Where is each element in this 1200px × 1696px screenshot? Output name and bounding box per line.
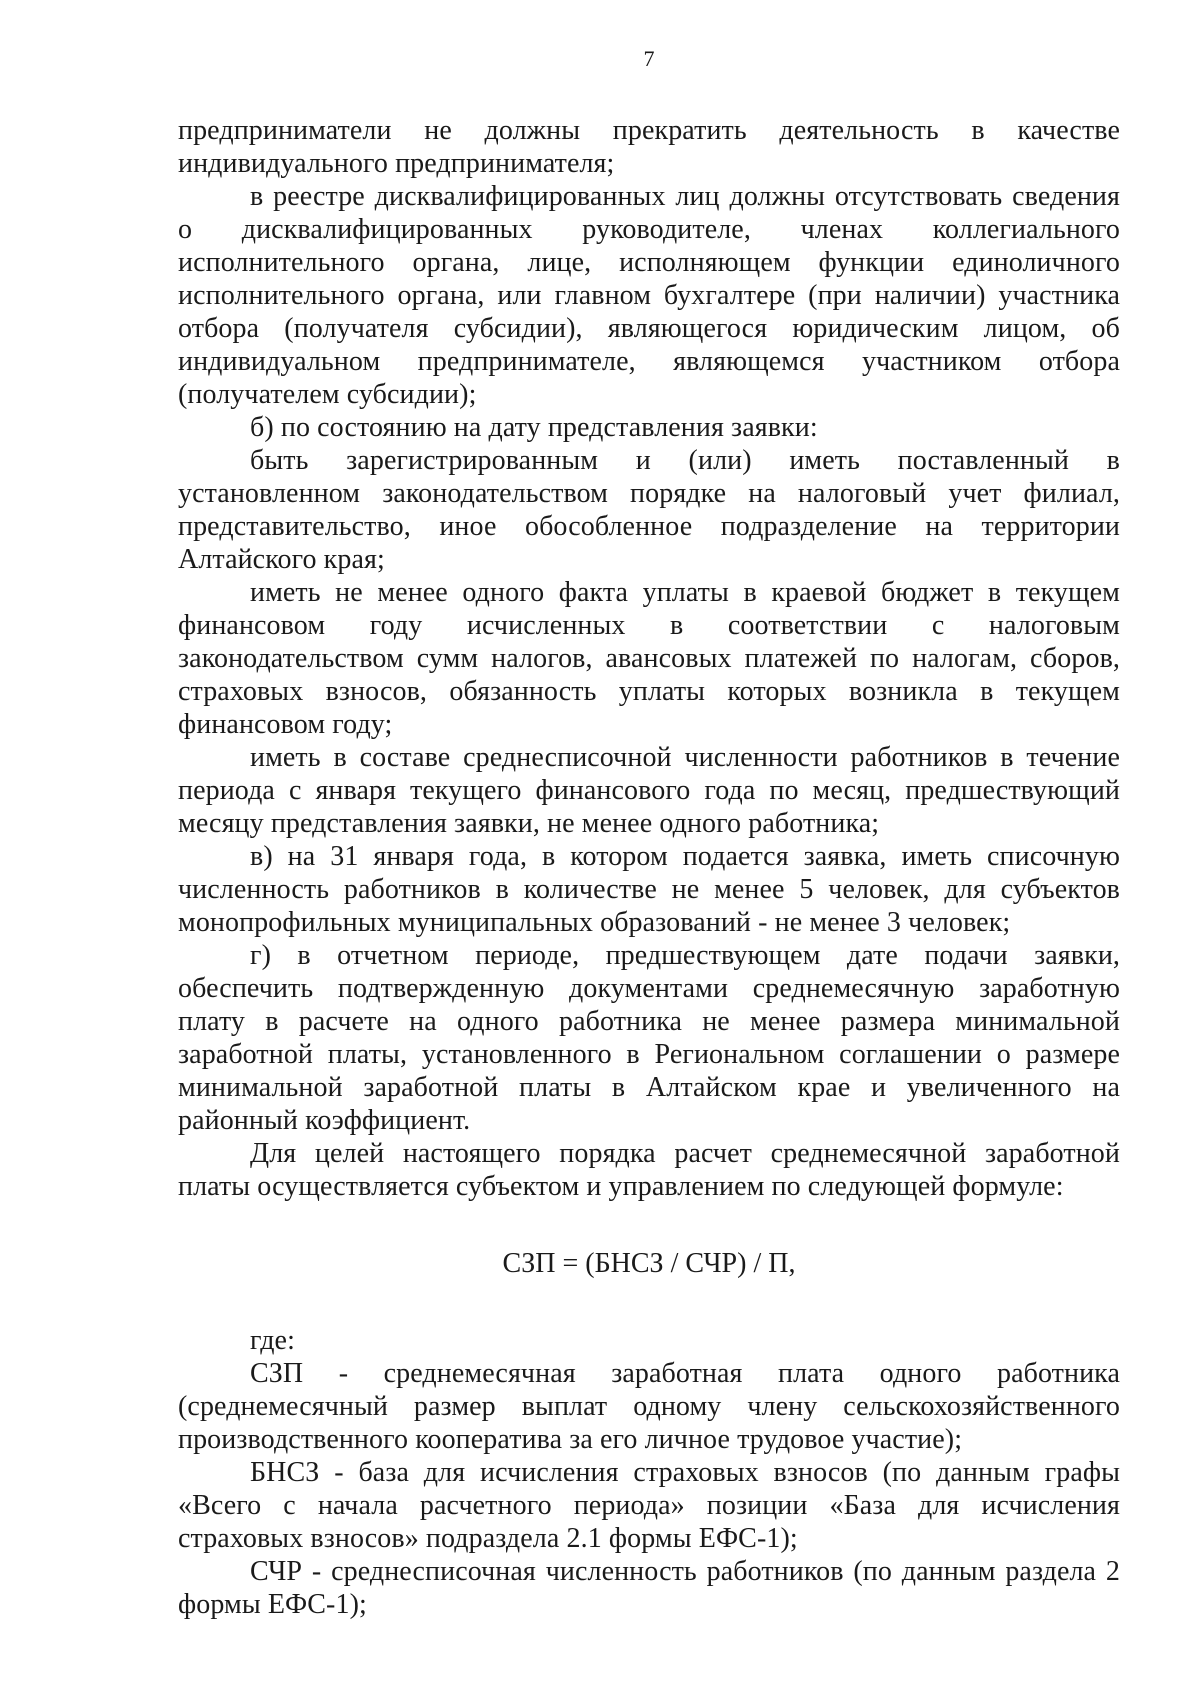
- paragraph: где:: [250, 1325, 295, 1356]
- definition-paragraph: СЗП - среднемесячная заработная плата одного работника (среднемесячный размер выплат одному члену сельскохозяйственного производственного кооператива за его личное трудовое участие);: [178, 1358, 1120, 1455]
- paragraph: г) в отчетном периоде, предшествующем дате подачи заявки, обеспечить подтвержденную документами среднемесячную заработную плату в расчете на одного работника не менее размера минимальной заработной платы, установленного в Региональном соглашении о размере минимальной заработной платы в Алтайском крае и увеличенного на районный коэффициент.: [178, 940, 1120, 1136]
- paragraph: иметь в составе среднесписочной численности работников в течение периода с января текущего финансового года по месяц, предшествующий месяцу представления заявки, не менее одного работника;: [178, 742, 1120, 839]
- paragraph: иметь не менее одного факта уплаты в краевой бюджет в текущем финансовом году исчисленных в соответствии с налоговым законодательством сумм налогов, авансовых платежей по налогам, сборов, страховых взносов, обязанность уплаты которых возникла в текущем финансовом году;: [178, 577, 1120, 740]
- paragraph: Для целей настоящего порядка расчет среднемесячной заработной платы осуществляется субъектом и управлением по следующей формуле:: [178, 1138, 1120, 1202]
- paragraph: б) по состоянию на дату представления заявки:: [250, 412, 818, 443]
- formula: СЗП = (БНСЗ / СЧР) / П,: [502, 1248, 796, 1279]
- definition-paragraph: БНСЗ - база для исчисления страховых взносов (по данным графы «Всего с начала расчетного периода» позиции «База для исчисления страховых взносов» подраздела 2.1 формы ЕФС-1);: [178, 1457, 1120, 1554]
- definition-paragraph: СЧР - среднесписочная численность работников (по данным раздела 2 формы ЕФС-1);: [178, 1556, 1120, 1620]
- paragraph: предприниматели не должны прекратить деятельность в качестве индивидуального предпринимателя;: [178, 115, 1120, 179]
- paragraph: быть зарегистрированным и (или) иметь поставленный в установленном законодательством порядке на налоговый учет филиал, представительство, иное обособленное подразделение на территории Алтайского края;: [178, 445, 1120, 575]
- page-number: 7: [643, 46, 655, 71]
- paragraph: в) на 31 января года, в котором подается заявка, иметь списочную численность работников в количестве не менее 5 человек, для субъектов монопрофильных муниципальных образований - не менее 3 человек;: [178, 841, 1120, 938]
- paragraph: в реестре дисквалифицированных лиц должны отсутствовать сведения о дисквалифицированных руководителе, членах коллегиального исполнительного органа, лице, исполняющем функции единоличного исполнительного органа, или главном бухгалтере (при наличии) участника отбора (получателя субсидии), являющегося юридическим лицом, об индивидуальном предпринимателе, являющемся участником отбора (получателем субсидии);: [178, 181, 1120, 410]
- body-text: [178, 114, 1120, 1621]
